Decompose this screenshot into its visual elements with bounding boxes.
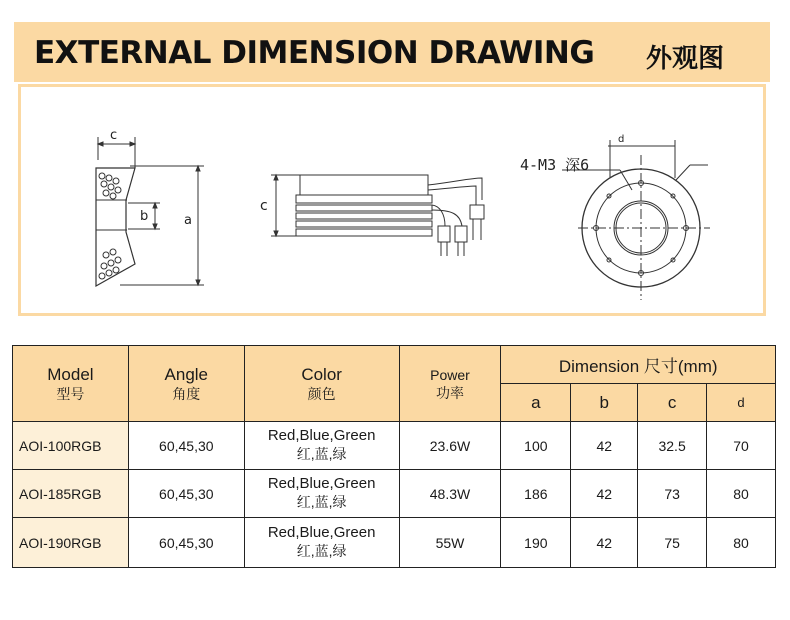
- thread-label: 4-M3 深6: [520, 156, 590, 174]
- cell-b: 42: [571, 470, 638, 518]
- cell-model: AOI-100RGB: [13, 422, 129, 470]
- top-label-d: d: [618, 134, 625, 145]
- cell-power: 48.3W: [399, 470, 501, 518]
- col-b: b: [571, 384, 638, 422]
- page-title-cn: 外观图: [646, 44, 725, 74]
- cell-a: 186: [501, 470, 571, 518]
- cell-model: AOI-185RGB: [13, 470, 129, 518]
- cell-angle: 60,45,30: [128, 518, 244, 568]
- cell-color: Red,Blue,Green 红,蓝,绿: [244, 470, 399, 518]
- header-row-1: [13, 346, 776, 384]
- cell-color: Red,Blue,Green 红,蓝,绿: [244, 422, 399, 470]
- cell-power: 55W: [399, 518, 501, 568]
- table-row: [13, 470, 776, 518]
- cell-a: 190: [501, 518, 571, 568]
- cell-b: 42: [571, 422, 638, 470]
- cell-color: Red,Blue,Green 红,蓝,绿: [244, 518, 399, 568]
- col-color: Color 颜色: [244, 346, 399, 422]
- cell-angle: 60,45,30: [128, 422, 244, 470]
- cell-c: 73: [638, 470, 707, 518]
- col-a: a: [501, 384, 571, 422]
- side-label-b: b: [140, 209, 149, 224]
- col-c: c: [638, 384, 707, 422]
- side-label-c: c: [110, 128, 118, 143]
- cell-b: 42: [571, 518, 638, 568]
- cell-d: 80: [707, 470, 776, 518]
- cell-angle: 60,45,30: [128, 470, 244, 518]
- table-row: [13, 518, 776, 568]
- cell-d: 70: [707, 422, 776, 470]
- table-row: [13, 422, 776, 470]
- front-view: [271, 175, 484, 256]
- cell-c: 75: [638, 518, 707, 568]
- col-angle: Angle 角度: [128, 346, 244, 422]
- col-power: Power 功率: [399, 346, 501, 422]
- front-label-c: c: [260, 198, 268, 214]
- col-d: d: [707, 384, 776, 422]
- cell-model: AOI-190RGB: [13, 518, 129, 568]
- cell-power: 23.6W: [399, 422, 501, 470]
- page-title: EXTERNAL DIMENSION DRAWING: [34, 35, 595, 71]
- col-dimension: Dimension 尺寸(mm): [501, 346, 776, 384]
- cell-a: 100: [501, 422, 571, 470]
- spec-table: [12, 345, 776, 568]
- cell-c: 32.5: [638, 422, 707, 470]
- side-label-a: a: [184, 213, 192, 228]
- side-section-view: [96, 137, 204, 286]
- cell-d: 80: [707, 518, 776, 568]
- col-model: Model 型号: [13, 346, 129, 422]
